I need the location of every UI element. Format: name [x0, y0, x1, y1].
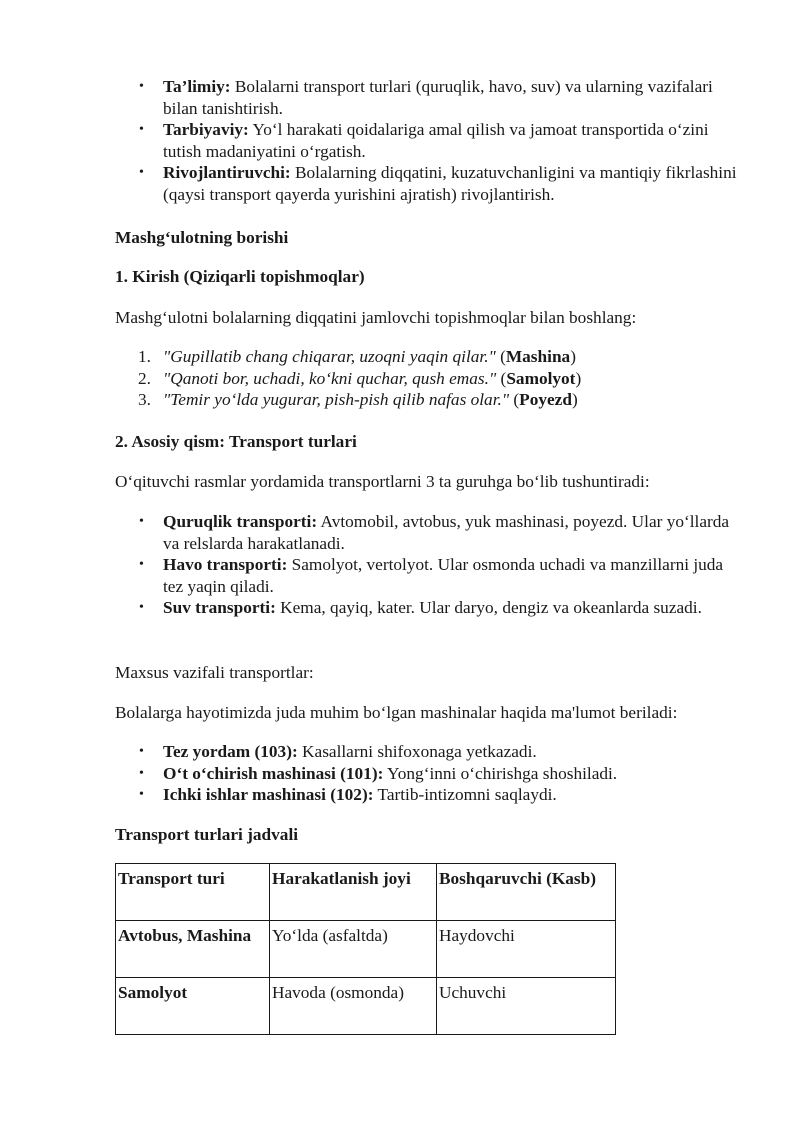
riddle-answer: Poyezd — [519, 390, 572, 409]
table-header-row — [116, 864, 616, 921]
section-heading: 2. Asosiy qism: Transport turlari — [115, 432, 357, 451]
riddle-text: "Qanoti bor, uchadi, ko‘kni quchar, qush emas." — [163, 368, 497, 388]
table-row — [116, 921, 616, 978]
list-item — [115, 763, 745, 785]
table-cell: Samolyot — [116, 978, 270, 1035]
table-row — [116, 978, 616, 1035]
paragraph: Maxsus vazifali transportlar: — [115, 663, 314, 682]
type-term: Havo transporti: — [163, 555, 288, 574]
table-cell: Haydovchi — [437, 921, 616, 978]
list-item — [115, 76, 745, 119]
riddle-answer: Samolyot — [506, 368, 576, 388]
goal-text: Yo‘l harakati qoidalariga amal qilish va jamoat transportida o‘zini tutish madaniyatini o‘rgatish. — [163, 120, 709, 161]
table-cell: Yo‘lda (asfaltda) — [270, 921, 437, 978]
table-cell: Avtobus, Mashina — [116, 921, 270, 978]
goal-text: Bolalarning diqqatini, kuzatuvchanligini va mantiqiy fikrlashini (qaysi transport qayerda yurishini ajratish) rivojlantirish. — [163, 163, 737, 204]
list-item: 2. "Qanoti bor, uchadi, ko‘kni quchar, qush emas." (Samolyot) — [138, 368, 582, 388]
list-item — [115, 119, 745, 162]
goal-term: Tarbiyaviy: — [163, 120, 249, 139]
goal-text: Bolalarni transport turlari (quruqlik, havo, suv) va ularning vazifalari bilan tanishtirish. — [163, 77, 713, 118]
list-item: 1. "Gupillatib chang chiqarar, uzoqni yaqin qilar." (Mashina) — [138, 347, 576, 366]
special-text: Tartib-intizomni saqlaydi. — [373, 785, 557, 804]
riddle-list — [115, 346, 745, 411]
riddle-answer: Mashina — [505, 347, 571, 366]
goals-list — [115, 76, 745, 205]
goal-term: Rivojlantiruvchi: — [163, 163, 291, 182]
bullet-icon: • — [139, 787, 144, 802]
special-term: Ichki ishlar mashinasi (102): — [163, 785, 374, 804]
type-text: Samolyot, vertolyot. Ular osmonda uchadi va manzillarni juda tez yaqin qiladi. — [163, 555, 724, 596]
transport-types-list — [115, 511, 745, 619]
list-item — [115, 741, 745, 763]
special-term: Tez yordam (103): — [163, 742, 298, 761]
type-text: Kema, qayiq, kater. Ular daryo, dengiz va okeanlarda suzadi. — [275, 598, 702, 617]
table-header-cell: Harakatlanish joyi — [270, 864, 437, 921]
type-term: Quruqlik transporti: — [163, 512, 318, 531]
goal-term: Ta’limiy: — [163, 77, 231, 96]
list-item — [115, 784, 745, 806]
type-text: Avtomobil, avtobus, yuk mashinasi, poyezd. Ular yo‘llarda va relslarda harakatlanadi. — [163, 512, 730, 553]
type-term: Suv transporti: — [163, 598, 276, 617]
list-number: 1. — [138, 347, 151, 366]
list-item — [115, 554, 745, 597]
transport-table — [115, 863, 616, 1035]
bullet-icon: • — [139, 765, 144, 781]
bullet-icon: • — [139, 514, 144, 529]
bullet-icon: • — [139, 122, 144, 137]
riddle-text: "Gupillatib chang chiqarar, uzoqni yaqin qilar." — [163, 347, 496, 366]
table-cell: Uchuvchi — [437, 978, 616, 1035]
bullet-icon: • — [139, 600, 144, 615]
list-item — [115, 597, 745, 619]
special-term: O‘t o‘chirish mashinasi (101): — [163, 763, 384, 783]
special-text: Yong‘inni o‘chirishga shoshiladi. — [383, 763, 618, 783]
paragraph: O‘qituvchi rasmlar yordamida transportlarni 3 ta guruhga bo‘lib tushuntiradi: — [115, 472, 650, 491]
list-number: 2. — [138, 368, 151, 388]
bullet-icon: • — [139, 744, 144, 759]
special-text: Kasallarni shifoxonaga yetkazadi. — [297, 742, 537, 761]
paragraph: Bolalarga hayotimizda juda muhim bo‘lgan mashinalar haqida ma'lumot beriladi: — [115, 703, 678, 722]
bullet-icon: • — [139, 165, 144, 180]
special-transport-list — [115, 741, 745, 806]
list-item — [115, 162, 745, 205]
section-heading: Mashg‘ulotning borishi — [115, 228, 289, 247]
bullet-icon: • — [139, 79, 144, 94]
table-header-cell: Transport turi — [116, 864, 270, 921]
table-cell: Havoda (osmonda) — [270, 978, 437, 1035]
list-item: 3. "Temir yo‘lda yugurar, pish-pish qilib nafas olar." (Poyezd) — [138, 390, 578, 409]
paragraph: Mashg‘ulotni bolalarning diqqatini jamlovchi topishmoqlar bilan boshlang: — [115, 308, 637, 327]
bullet-icon: • — [139, 557, 144, 572]
list-item — [115, 511, 745, 554]
list-number: 3. — [138, 390, 151, 409]
table-heading: Transport turlari jadvali — [115, 825, 299, 844]
section-heading: 1. Kirish (Qiziqarli topishmoqlar) — [115, 267, 365, 286]
riddle-text: "Temir yo‘lda yugurar, pish-pish qilib nafas olar." — [163, 390, 510, 409]
table-header-cell: Boshqaruvchi (Kasb) — [437, 864, 616, 921]
